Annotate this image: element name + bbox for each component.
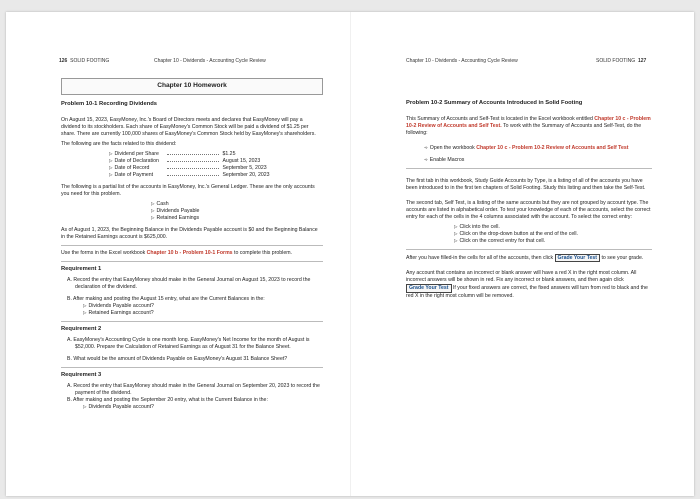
left-content <box>61 78 323 411</box>
problem-10-2-title: Problem 10-2 Summary of Accounts Introduced in Solid Footing <box>406 100 583 106</box>
select-step: ▷ Click on the correct entry for that cell. <box>454 238 546 244</box>
problem-10-1-intro: On August 15, 2023, EasyMoney, Inc.'s Board of Directors meets and declares that EasyMoney will pay a dividend to its stockholders. Each share of EasyMoney's Common Stock will be paid a dividend of $1.25 per share. There are currently 100,000 shares of EasyMoney's Common Stock held by EasyMoney's shareholders. <box>61 116 316 137</box>
triangle-bullet-icon: ▷ <box>454 223 458 229</box>
select-step: ▷ Click on the drop-down button at the end of the cell. <box>454 230 578 237</box>
grade-your-test-button-inline[interactable]: Grade Your Test <box>406 284 452 292</box>
left-brand: SOLID FOOTING <box>70 58 110 64</box>
forms-instruction: Use the forms in the Excel workbook Chapter 10 b - Problem 10-1 Forms to complete this problem. <box>61 249 292 256</box>
triangle-bullet-icon: ▷ <box>151 214 155 220</box>
triangle-bullet-icon: ▷ <box>109 150 113 156</box>
step-enable-macros: ➾ Enable Macros <box>424 156 465 163</box>
triangle-bullet-icon: ▷ <box>454 230 458 236</box>
divider <box>61 367 323 368</box>
left-page <box>6 12 350 496</box>
req1-b-item: ▷ Dividends Payable account? <box>83 302 154 309</box>
right-running-title: Chapter 10 - Dividends - Accounting Cycle Review <box>406 58 518 64</box>
divider <box>61 261 323 262</box>
req3-part-a: A. Record the entry that EasyMoney should make in the General Journal on September 20, 2023 to record the payment of the dividend. <box>67 382 320 396</box>
problem-10-1-title: Problem 10-1 Recording Dividends <box>61 100 157 107</box>
forms-workbook-link: Chapter 10 b - Problem 10-1 Forms <box>146 249 233 256</box>
req1-part-a: A. Record the entry that EasyMoney should make in the General Journal on August 15, 2023 to record the declaration of the dividend. <box>67 276 311 290</box>
second-tab-text: The second tab, Self Test, is a listing of the same accounts but they are not grouped by account type. The accounts are listed in alphabetical order. To test your knowledge of each of the accounts, select the correct entry for each of the cells in the 4 columns associated with the account. To select the correct entry: <box>406 199 651 220</box>
triangle-bullet-icon: ▷ <box>83 302 87 308</box>
after-filled-text: After you have filled-in the cells for all of the accounts, then click Grade Your Test to see your grade. <box>406 255 644 262</box>
arrow-bullet-icon: ➾ <box>424 156 428 162</box>
account-item: ▷ Dividends Payable <box>151 207 200 214</box>
fact-row: ▷ Dividend per Share $1.25 <box>109 150 236 157</box>
fact-row: ▷ Date of Payment September 20, 2023 <box>109 171 270 178</box>
right-brand: SOLID FOOTING <box>596 58 636 64</box>
left-running-title: Chapter 10 - Dividends - Accounting Cycle Review <box>154 58 266 64</box>
final-instructions: Any account that contains an incorrect or blank answer will have a red X in the right most column. All incorrect answers will be shown in red. Fix any incorrect or blank answers, and then again click Grade Your Test If your fixed answers are correct, the fixed answers will turn from red to black and the red X in the right most column will be removed. <box>406 270 648 299</box>
facts-label: The following are the facts related to this dividend: <box>61 140 177 147</box>
triangle-bullet-icon: ▷ <box>109 171 113 177</box>
right-page-number: 127 <box>637 58 647 64</box>
grade-your-test-button[interactable]: Grade Your Test <box>555 254 601 262</box>
req2-part-b: B. What would be the amount of Dividends Payable on EasyMoney's August 31 Balance Sheet? <box>67 355 288 362</box>
left-page-number: 126 <box>59 58 68 64</box>
triangle-bullet-icon: ▷ <box>83 309 87 315</box>
req3-part-b: B. After making and posting the September 20 entry, what is the Current Balance in the: <box>67 396 268 403</box>
requirement-1-title: Requirement 1 <box>61 265 102 272</box>
triangle-bullet-icon: ▷ <box>109 164 113 170</box>
left-page-number-brand <box>59 58 109 65</box>
right-content <box>406 96 652 303</box>
balance-text: As of August 1, 2023, the Beginning Balance in the Dividends Payable account is $0 and the Beginning Balance in the Retained Earnings account is $625,000. <box>61 226 318 240</box>
ledger-text: The following is a partial list of the accounts in EasyMoney, Inc.'s General Ledger. These are the only accounts you need for this problem. <box>61 183 315 197</box>
account-item: ▷ Cash <box>151 200 169 207</box>
triangle-bullet-icon: ▷ <box>109 157 113 163</box>
fact-row: ▷ Date of Declaration August 15, 2023 <box>109 157 261 164</box>
self-test-workbook-link: Chapter 10 c - Problem 10-2 Review of Accounts and Self Test. <box>406 115 651 129</box>
problem-10-2-intro: This Summary of Accounts and Self-Test is located in the Excel workbook entitled Chapter 10 c - Problem 10-2 Review of Accounts and Self Test. To work with the Summary of Accounts and Self-Test, do the following: <box>406 115 651 136</box>
req1-part-b: B. After making and posting the August 15 entry, what are the Current Balances in the: <box>67 295 265 302</box>
requirement-2-title: Requirement 2 <box>61 325 102 332</box>
req3-b-item: ▷ Dividends Payable account? <box>83 403 154 410</box>
arrow-bullet-icon: ➾ <box>424 144 428 150</box>
divider <box>406 249 652 250</box>
open-workbook-link: Chapter 10 c - Problem 10-2 Review of Accounts and Self Test <box>476 144 629 151</box>
right-page <box>350 12 694 496</box>
req1-b-item: ▷ Retained Earnings account? <box>83 309 154 316</box>
account-item: ▷ Retained Earnings <box>151 214 200 221</box>
req2-part-a: A. EasyMoney's Accounting Cycle is one month long. EasyMoney's Net Income for the month of August is $52,000. Prepare the Calculation of Retained Earnings as of August 31 for the Balance Sheet. <box>67 336 310 350</box>
textbook-spread <box>6 12 694 496</box>
fact-row: ▷ Date of Record September 5, 2023 <box>109 164 267 171</box>
right-brand-number <box>596 58 646 65</box>
divider <box>406 168 652 169</box>
step-open-workbook: ➾ Open the workbook Chapter 10 c - Problem 10-2 Review of Accounts and Self Test <box>424 144 629 151</box>
requirement-3-title: Requirement 3 <box>61 371 102 378</box>
first-tab-text: The first tab in this workbook, Study Guide Accounts by Type, is a listing of all of the accounts you have been introduced to in the first ten chapters of Solid Footing. Study this listing and then take the Self-Test. <box>406 177 646 191</box>
homework-title: Chapter 10 Homework <box>61 78 323 95</box>
divider <box>61 245 323 246</box>
triangle-bullet-icon: ▷ <box>151 200 155 206</box>
triangle-bullet-icon: ▷ <box>151 207 155 213</box>
triangle-bullet-icon: ▷ <box>454 238 458 243</box>
divider <box>61 321 323 322</box>
triangle-bullet-icon: ▷ <box>83 403 87 409</box>
select-step: ▷ Click into the cell. <box>454 223 500 230</box>
